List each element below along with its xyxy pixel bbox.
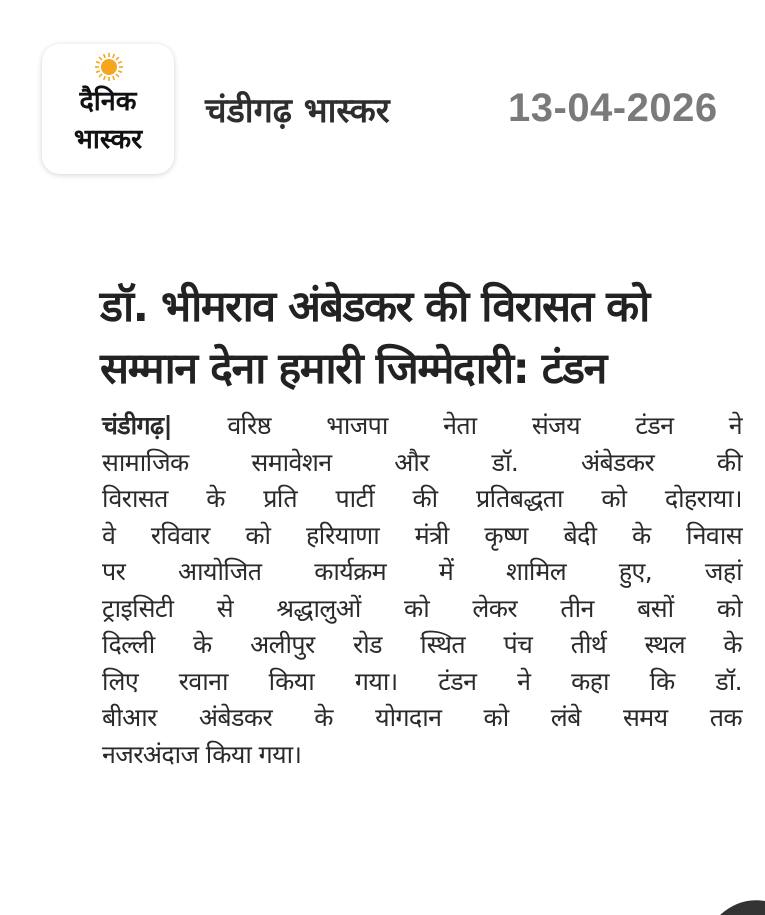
page-header (0, 0, 765, 180)
body-line: विरासत के प्रति पार्टी की प्रतिबद्धता को दोहराया। (102, 484, 742, 513)
logo-text-dainik: दैनिक (79, 86, 137, 117)
article-headline (100, 276, 740, 400)
body-line: सामाजिक समावेशन और डॉ. अंबेडकर की (102, 447, 742, 477)
page-corner-shadow (715, 895, 765, 915)
sun-ray (116, 57, 119, 60)
sun-ray (96, 71, 100, 73)
body-line: वे रविवार को हरियाणा मंत्री कृष्ण बेदी के निवास (102, 520, 742, 550)
body-line: नजरअंदाज किया गया। (102, 739, 302, 769)
dainik-bhaskar-logo (42, 44, 174, 174)
sun-ray (116, 74, 119, 77)
logo-text-bhaskar: भास्कर (73, 124, 143, 155)
sun-ray (104, 54, 106, 58)
sun-ray (118, 71, 122, 73)
body-line: लिए रवाना किया गया। टंडन ने कहा कि डॉ. (102, 666, 742, 696)
body-line: चंडीगढ़| वरिष्ठ भाजपा नेता संजय टंडन ने (102, 411, 742, 440)
body-line: पर आयोजित कार्यक्रम में शामिल हुए, जहां (102, 557, 742, 586)
sun-ray (113, 76, 115, 80)
body-line: बीआर अंबेडकर के योगदान को लंबे समय तक (102, 703, 742, 732)
dateline: चंडीगढ़| (102, 411, 173, 440)
sun-ray (118, 62, 122, 64)
body-line: दिल्ली के अलीपुर रोड स्थित पंच तीर्थ स्थल के (102, 630, 742, 659)
sun-ray (99, 57, 102, 60)
sun-ray (99, 74, 102, 77)
headline-line: सम्मान देना हमारी जिम्मेदारी: टंडन (100, 344, 606, 394)
sun-ray (96, 62, 100, 64)
sun-ray (113, 54, 115, 58)
headline-line: डॉ. भीमराव अंबेडकर की विरासत को (100, 282, 649, 332)
sun-icon (94, 52, 124, 82)
publication-date: 13-04-2026 (508, 86, 718, 130)
article-body (102, 408, 742, 773)
news-article (0, 180, 765, 915)
edition-name: चंडीगढ़ भास्कर (205, 91, 390, 131)
body-line: ट्राइसिटी से श्रद्धालुओं को लेकर तीन बसों को (102, 593, 742, 623)
sun-ray (104, 76, 106, 80)
